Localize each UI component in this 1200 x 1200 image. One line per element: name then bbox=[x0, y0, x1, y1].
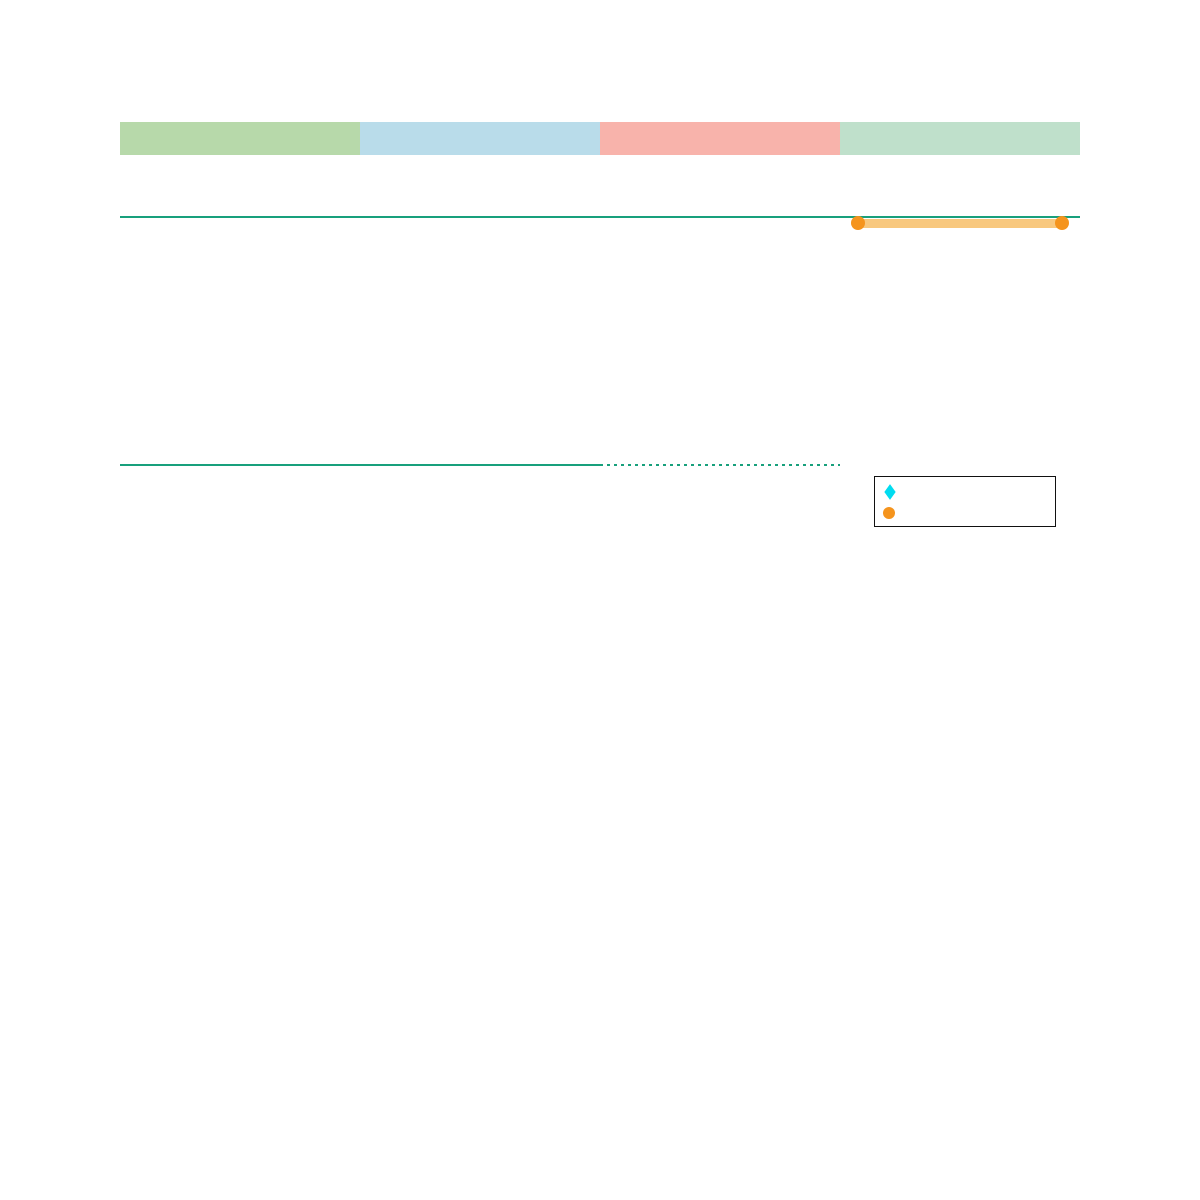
transmit-start-dot bbox=[851, 216, 865, 230]
position-fix-diamond-icon bbox=[884, 484, 895, 500]
surface-zero-line bbox=[120, 216, 1080, 218]
transmit-end-dot bbox=[1055, 216, 1069, 230]
transmit-duration-bar bbox=[855, 219, 1065, 228]
transmit-circle-icon bbox=[883, 507, 895, 519]
park-depth-line bbox=[120, 464, 600, 466]
band-ascent bbox=[600, 122, 840, 155]
legend bbox=[874, 476, 1056, 527]
band-drift bbox=[360, 122, 600, 155]
park-depth-dotted-line bbox=[600, 464, 840, 466]
legend-row-position-fix bbox=[883, 481, 1055, 502]
legend-row-transmit bbox=[883, 502, 1055, 523]
band-descent bbox=[120, 122, 360, 155]
band-surface bbox=[840, 122, 1080, 155]
